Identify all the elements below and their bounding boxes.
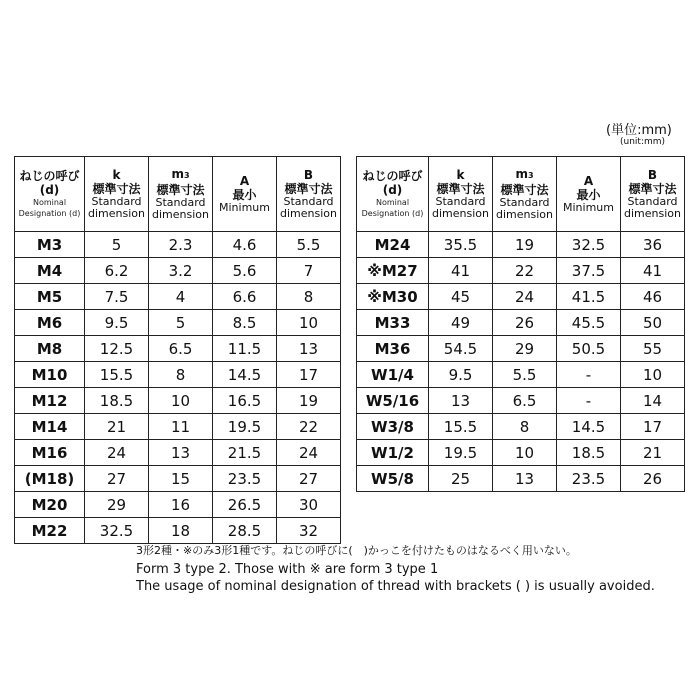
column-header bbox=[213, 157, 277, 232]
dimension-cell: 7 bbox=[277, 258, 341, 284]
header-english-2: dimension bbox=[496, 208, 553, 221]
nominal-size-cell: W1/2 bbox=[357, 440, 429, 466]
table-header-row bbox=[357, 157, 685, 232]
dimension-cell: 28.5 bbox=[213, 518, 277, 544]
dimension-cell: 13 bbox=[429, 388, 493, 414]
header-symbol-text: A bbox=[583, 174, 594, 188]
dimension-cell: 32.5 bbox=[557, 232, 621, 258]
table-row bbox=[15, 336, 341, 362]
unit-label-english: (unit:mm) bbox=[620, 137, 666, 147]
dimension-cell: 5 bbox=[149, 310, 213, 336]
nominal-size-cell: W5/16 bbox=[357, 388, 429, 414]
dimension-cell: 15.5 bbox=[429, 414, 493, 440]
header-japanese: 標準寸法 bbox=[92, 182, 141, 196]
dimension-cell: 13 bbox=[149, 440, 213, 466]
header-symbol-text: k bbox=[456, 168, 465, 182]
dimension-cell: 35.5 bbox=[429, 232, 493, 258]
header-symbol-text: A bbox=[239, 174, 250, 188]
header-symbol bbox=[493, 167, 556, 183]
table-row bbox=[357, 440, 685, 466]
header-symbol-text: B bbox=[647, 168, 658, 182]
dimension-cell: 29 bbox=[493, 336, 557, 362]
dimension-cell: 24 bbox=[493, 284, 557, 310]
header-symbol-subscript: 3 bbox=[183, 171, 190, 180]
nominal-size-cell: M4 bbox=[15, 258, 85, 284]
header-symbol bbox=[357, 169, 428, 183]
dimension-table-left bbox=[14, 156, 341, 544]
table-row bbox=[15, 466, 341, 492]
header-japanese: 標準寸法 bbox=[436, 182, 485, 196]
dimension-cell: 23.5 bbox=[213, 466, 277, 492]
nominal-size-cell: M22 bbox=[15, 518, 85, 544]
dimension-cell: 6.5 bbox=[149, 336, 213, 362]
nominal-size-cell: M12 bbox=[15, 388, 85, 414]
header-symbol-text: m bbox=[171, 167, 184, 181]
dimension-cell: 19.5 bbox=[213, 414, 277, 440]
dimension-cell: 6.2 bbox=[85, 258, 149, 284]
table-row bbox=[15, 388, 341, 414]
header-english-2: dimension bbox=[432, 207, 489, 220]
header-symbol bbox=[15, 169, 84, 183]
table-row bbox=[15, 518, 341, 544]
table-row bbox=[15, 492, 341, 518]
table-row bbox=[357, 310, 685, 336]
dimension-cell: - bbox=[557, 362, 621, 388]
dimension-cell: 4 bbox=[149, 284, 213, 310]
table-row bbox=[15, 284, 341, 310]
nominal-size-cell: ※M27 bbox=[357, 258, 429, 284]
header-symbol-subscript: 3 bbox=[527, 171, 534, 180]
dimension-table-right bbox=[356, 156, 685, 492]
dimension-cell: 4.6 bbox=[213, 232, 277, 258]
dimension-cell: 21.5 bbox=[213, 440, 277, 466]
dimension-cell: 55 bbox=[621, 336, 685, 362]
note-english-form: Form 3 type 2. Those with ※ are form 3 type 1 bbox=[136, 562, 439, 577]
table-row bbox=[357, 284, 685, 310]
dimension-cell: 10 bbox=[493, 440, 557, 466]
table-row bbox=[357, 362, 685, 388]
nominal-size-cell: M20 bbox=[15, 492, 85, 518]
dimension-cell: 45 bbox=[429, 284, 493, 310]
dimension-cell: 8.5 bbox=[213, 310, 277, 336]
dimension-cell: 2.3 bbox=[149, 232, 213, 258]
table-row bbox=[15, 258, 341, 284]
header-japanese: 標準寸法 bbox=[628, 182, 677, 196]
dimension-cell: 32 bbox=[277, 518, 341, 544]
dimension-cell: 15 bbox=[149, 466, 213, 492]
table-body bbox=[357, 232, 685, 492]
dimension-cell: 54.5 bbox=[429, 336, 493, 362]
dimension-cell: 27 bbox=[85, 466, 149, 492]
dimension-cell: 5.6 bbox=[213, 258, 277, 284]
table-row bbox=[15, 414, 341, 440]
dimension-cell: 8 bbox=[149, 362, 213, 388]
nominal-size-cell: M8 bbox=[15, 336, 85, 362]
header-symbol bbox=[557, 174, 620, 188]
header-japanese: (d) bbox=[39, 183, 60, 197]
table-row bbox=[357, 232, 685, 258]
nominal-size-cell: M36 bbox=[357, 336, 429, 362]
dimension-cell: 11 bbox=[149, 414, 213, 440]
header-english-2: Designation (d) bbox=[18, 209, 81, 218]
dimension-cell: 18 bbox=[149, 518, 213, 544]
header-symbol bbox=[213, 174, 276, 188]
dimension-cell: 10 bbox=[277, 310, 341, 336]
dimension-cell: 10 bbox=[149, 388, 213, 414]
header-english: Standard bbox=[155, 196, 206, 209]
header-symbol-text: B bbox=[303, 168, 314, 182]
header-symbol bbox=[277, 168, 340, 182]
dimension-cell: 24 bbox=[277, 440, 341, 466]
dimension-cell: 14.5 bbox=[557, 414, 621, 440]
dimension-cell: 49 bbox=[429, 310, 493, 336]
table-row bbox=[357, 388, 685, 414]
dimension-cell: 19 bbox=[277, 388, 341, 414]
header-japanese: (d) bbox=[382, 183, 403, 197]
header-japanese: 最小 bbox=[232, 188, 257, 202]
dimension-cell: 37.5 bbox=[557, 258, 621, 284]
unit-label: (単位:mm) bbox=[606, 123, 672, 138]
header-english: Minimum bbox=[563, 201, 614, 214]
header-english: Minimum bbox=[219, 201, 270, 214]
dimension-cell: 32.5 bbox=[85, 518, 149, 544]
header-japanese: 標準寸法 bbox=[284, 182, 333, 196]
table-row bbox=[357, 414, 685, 440]
header-english: Standard bbox=[91, 195, 142, 208]
header-english: Nominal bbox=[375, 198, 410, 207]
dimension-cell: 19 bbox=[493, 232, 557, 258]
column-header bbox=[429, 157, 493, 232]
table-body bbox=[15, 232, 341, 544]
table-row bbox=[15, 440, 341, 466]
header-symbol bbox=[85, 168, 148, 182]
column-header bbox=[85, 157, 149, 232]
dimension-cell: 5 bbox=[85, 232, 149, 258]
dimension-cell: 6.6 bbox=[213, 284, 277, 310]
nominal-size-cell: M5 bbox=[15, 284, 85, 310]
nominal-size-cell: (M18) bbox=[15, 466, 85, 492]
note-english-brackets: The usage of nominal designation of thread with brackets ( ) is usually avoided. bbox=[136, 579, 655, 594]
header-symbol bbox=[149, 167, 212, 183]
dimension-cell: 18.5 bbox=[557, 440, 621, 466]
column-header bbox=[149, 157, 213, 232]
header-symbol bbox=[429, 168, 492, 182]
header-symbol-text: ねじの呼び bbox=[19, 169, 80, 183]
dimension-cell: 41.5 bbox=[557, 284, 621, 310]
dimension-cell: 16.5 bbox=[213, 388, 277, 414]
dimension-cell: 26 bbox=[493, 310, 557, 336]
dimension-cell: 12.5 bbox=[85, 336, 149, 362]
dimension-cell: 9.5 bbox=[429, 362, 493, 388]
note-japanese: 3形2種・※のみ3形1種です。ねじの呼びに( )かっこを付けたものはなるべく用いない。 bbox=[136, 544, 577, 557]
dimension-cell: 17 bbox=[621, 414, 685, 440]
header-english-2: Designation (d) bbox=[361, 209, 424, 218]
dimension-cell: 9.5 bbox=[85, 310, 149, 336]
dimension-cell: 23.5 bbox=[557, 466, 621, 492]
dimension-cell: 14 bbox=[621, 388, 685, 414]
table-row bbox=[357, 258, 685, 284]
dimension-cell: 29 bbox=[85, 492, 149, 518]
dimension-cell: 50 bbox=[621, 310, 685, 336]
header-symbol-text: m bbox=[515, 167, 528, 181]
dimension-cell: 25 bbox=[429, 466, 493, 492]
column-header bbox=[357, 157, 429, 232]
dimension-cell: 30 bbox=[277, 492, 341, 518]
nominal-size-cell: W1/4 bbox=[357, 362, 429, 388]
column-header bbox=[15, 157, 85, 232]
dimension-cell: 5.5 bbox=[493, 362, 557, 388]
column-header bbox=[621, 157, 685, 232]
nominal-size-cell: ※M30 bbox=[357, 284, 429, 310]
table-row bbox=[15, 232, 341, 258]
dimension-cell: 22 bbox=[493, 258, 557, 284]
table-row bbox=[357, 466, 685, 492]
column-header bbox=[493, 157, 557, 232]
dimension-cell: 8 bbox=[277, 284, 341, 310]
nominal-size-cell: M10 bbox=[15, 362, 85, 388]
header-english: Standard bbox=[627, 195, 678, 208]
dimension-cell: 10 bbox=[621, 362, 685, 388]
dimension-cell: 5.5 bbox=[277, 232, 341, 258]
dimension-cell: 45.5 bbox=[557, 310, 621, 336]
nominal-size-cell: M16 bbox=[15, 440, 85, 466]
header-english-2: dimension bbox=[280, 207, 337, 220]
dimension-cell: 50.5 bbox=[557, 336, 621, 362]
dimension-cell: 24 bbox=[85, 440, 149, 466]
header-symbol bbox=[621, 168, 684, 182]
dimension-cell: 3.2 bbox=[149, 258, 213, 284]
table-row bbox=[15, 310, 341, 336]
dimension-cell: 21 bbox=[85, 414, 149, 440]
dimension-cell: 41 bbox=[621, 258, 685, 284]
header-english-2: dimension bbox=[88, 207, 145, 220]
nominal-size-cell: W5/8 bbox=[357, 466, 429, 492]
table-row bbox=[15, 362, 341, 388]
dimension-cell: 27 bbox=[277, 466, 341, 492]
dimension-cell: 26.5 bbox=[213, 492, 277, 518]
header-english: Standard bbox=[435, 195, 486, 208]
nominal-size-cell: M6 bbox=[15, 310, 85, 336]
header-japanese: 標準寸法 bbox=[156, 183, 205, 197]
dimension-cell: 15.5 bbox=[85, 362, 149, 388]
dimension-cell: - bbox=[557, 388, 621, 414]
dimension-cell: 41 bbox=[429, 258, 493, 284]
header-english: Standard bbox=[499, 196, 550, 209]
header-english: Nominal bbox=[32, 198, 67, 207]
dimension-cell: 13 bbox=[493, 466, 557, 492]
dimension-cell: 8 bbox=[493, 414, 557, 440]
table-row bbox=[357, 336, 685, 362]
dimension-cell: 13 bbox=[277, 336, 341, 362]
header-english-2: dimension bbox=[152, 208, 209, 221]
header-japanese: 標準寸法 bbox=[500, 183, 549, 197]
nominal-size-cell: M24 bbox=[357, 232, 429, 258]
dimension-cell: 19.5 bbox=[429, 440, 493, 466]
dimension-cell: 18.5 bbox=[85, 388, 149, 414]
dimension-cell: 16 bbox=[149, 492, 213, 518]
dimension-cell: 22 bbox=[277, 414, 341, 440]
dimension-cell: 26 bbox=[621, 466, 685, 492]
dimension-cell: 6.5 bbox=[493, 388, 557, 414]
dimension-cell: 7.5 bbox=[85, 284, 149, 310]
nominal-size-cell: M33 bbox=[357, 310, 429, 336]
header-symbol-text: k bbox=[112, 168, 121, 182]
header-english: Standard bbox=[283, 195, 334, 208]
dimension-cell: 14.5 bbox=[213, 362, 277, 388]
dimension-cell: 11.5 bbox=[213, 336, 277, 362]
dimension-cell: 21 bbox=[621, 440, 685, 466]
nominal-size-cell: M14 bbox=[15, 414, 85, 440]
column-header bbox=[557, 157, 621, 232]
header-symbol-text: ねじの呼び bbox=[362, 169, 423, 183]
dimension-cell: 36 bbox=[621, 232, 685, 258]
nominal-size-cell: W3/8 bbox=[357, 414, 429, 440]
table-header-row bbox=[15, 157, 341, 232]
column-header bbox=[277, 157, 341, 232]
dimension-cell: 46 bbox=[621, 284, 685, 310]
header-english-2: dimension bbox=[624, 207, 681, 220]
nominal-size-cell: M3 bbox=[15, 232, 85, 258]
header-japanese: 最小 bbox=[576, 188, 601, 202]
dimension-cell: 17 bbox=[277, 362, 341, 388]
